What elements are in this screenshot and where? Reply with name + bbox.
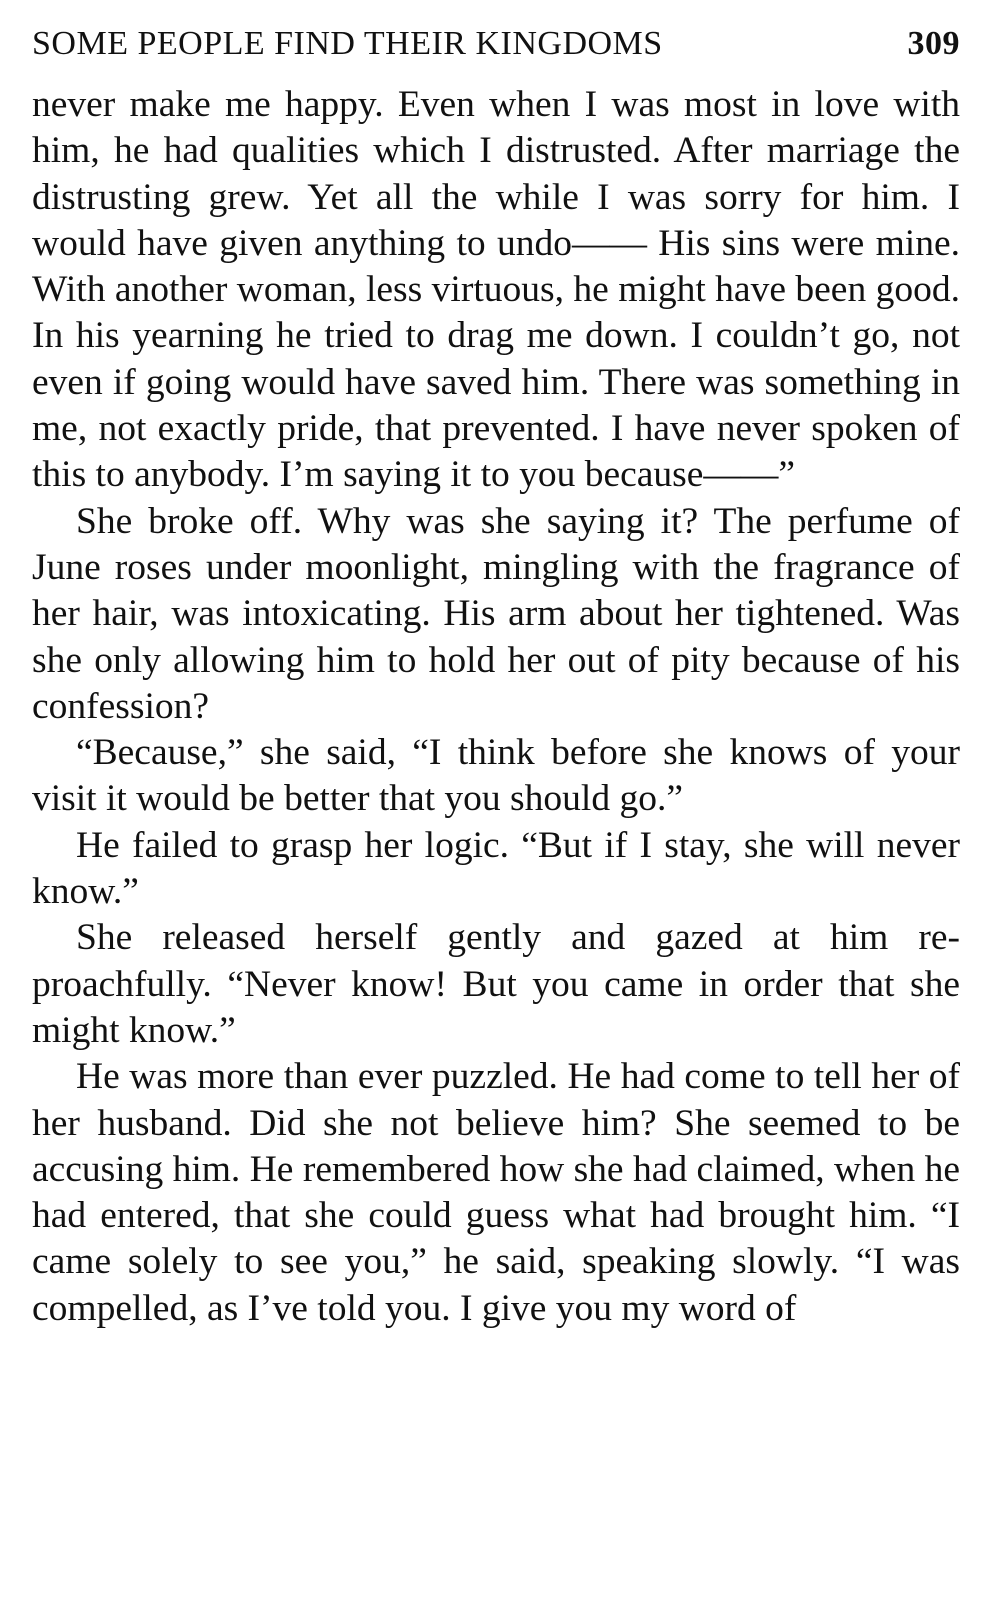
paragraph: He was more than ever puzzled. He had come to tell her of her husband. Did she not believe him? She seemed to be accusing him. He remembered how she had claimed, when he had entered, that she could guess what had brought him. “I came solely to see you,” he said, speaking slowly. “I was compelled, as I’ve told you. I give you my word of bbox=[32, 1056, 960, 1329]
paragraph: “Because,” she said, “I think before she knows of your visit it would be better that you should go.” bbox=[32, 732, 960, 820]
page-number: 309 bbox=[907, 25, 960, 62]
running-head bbox=[32, 22, 960, 70]
body-text bbox=[32, 82, 960, 1332]
paragraph: She broke off. Why was she saying it? The perfume of June roses under moonlight, mingling with the fragrance of her hair, was intoxicating. His arm about her tightened. Was she only allowing him to hold her out of pity because of his confession? bbox=[32, 500, 960, 727]
paragraph: He failed to grasp her logic. “But if I stay, she will never know.” bbox=[32, 824, 960, 913]
paragraph: She released herself gently and gazed at him reproachfully. “Never know! But you came in order that she might know.” bbox=[32, 917, 960, 1051]
running-title: SOME PEOPLE FIND THEIR KINGDOMS bbox=[32, 25, 663, 62]
paragraph-continued: never make me happy. Even when I was most in love with him, he had qualities which I distrusted. After marriage the distrusting grew. Yet all the while I was sorry for him. I would have given anything to undo—— His sins were mine. With another woman, less virtuous, he might have been good. In his yearning he tried to drag me down. I couldn’t go, not even if going would have saved him. There was something in me, not exactly pride, that prevented. I have never spoken of this to anybody. I’m saying it to you because——” bbox=[32, 84, 960, 496]
